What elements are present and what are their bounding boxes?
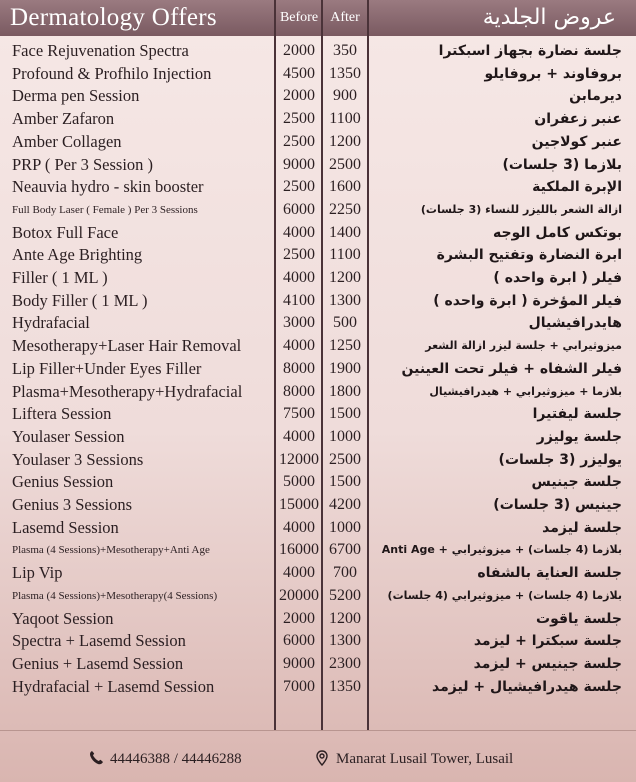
price-after: 900 — [333, 87, 357, 105]
offer-name-arabic: بلازما (3 جلسات) — [502, 156, 622, 173]
offer-name-english: Derma pen Session — [12, 86, 140, 106]
offer-row — [0, 381, 636, 404]
offer-row — [0, 449, 636, 472]
price-before: 7000 — [283, 677, 315, 695]
offer-name-english: Genius Session — [12, 472, 114, 492]
price-before: 20000 — [279, 586, 319, 604]
offer-row — [0, 358, 636, 381]
offer-row — [0, 131, 636, 154]
offer-row — [0, 267, 636, 290]
price-after: 1000 — [329, 518, 361, 536]
offer-name-english: Genius + Lasemd Session — [12, 653, 184, 673]
title-arabic: عروض الجلدية — [482, 5, 616, 30]
price-before: 4000 — [283, 337, 315, 355]
footer — [0, 732, 636, 782]
price-before: 16000 — [279, 541, 319, 559]
offer-name-arabic: ازالة الشعر بالليزر للنساء (3 جلسات) — [420, 202, 622, 216]
offer-row — [0, 630, 636, 653]
offer-name-arabic: جلسة ياقوت — [536, 610, 622, 627]
offer-name-arabic: يوليزر (3 جلسات) — [498, 451, 622, 468]
offer-row — [0, 199, 636, 222]
price-after: 1000 — [329, 427, 361, 445]
offer-row — [0, 85, 636, 108]
offer-name-arabic: جلسة ليفتيرا — [532, 406, 622, 423]
price-after: 1600 — [329, 178, 361, 196]
offer-row — [0, 585, 636, 608]
price-before: 4000 — [283, 269, 315, 286]
offer-row — [0, 154, 636, 177]
offer-row — [0, 653, 636, 676]
offer-name-english: Botox Full Face — [12, 222, 119, 242]
price-after: 1350 — [329, 677, 361, 695]
offer-name-english: PRP ( Per 3 Session ) — [12, 154, 154, 174]
offer-name-arabic: جلسة هيدرافيشيال + ليزمد — [432, 678, 622, 695]
price-before: 12000 — [279, 450, 319, 468]
price-after: 1500 — [329, 405, 361, 423]
offer-row — [0, 539, 636, 562]
offer-name-english: Plasma+Mesotherapy+Hydrafacial — [12, 381, 243, 401]
offer-name-arabic: بروفاوند + بروفايلو — [484, 65, 622, 82]
price-before: 9000 — [283, 654, 315, 672]
header-bar — [0, 0, 636, 36]
price-after: 1200 — [329, 132, 361, 150]
offer-name-english: Body Filler ( 1 ML ) — [12, 290, 148, 310]
offer-name-english: Youlaser Session — [12, 426, 125, 446]
price-after: 2300 — [329, 654, 361, 672]
price-after: 1800 — [329, 382, 361, 400]
price-after: 1900 — [329, 359, 361, 377]
offer-name-english: Spectra + Lasemd Session — [12, 631, 186, 651]
offer-name-arabic: عنبر كولاجين — [531, 133, 622, 150]
offer-name-arabic: جلسة ليزمد — [542, 519, 622, 536]
offer-row — [0, 312, 636, 335]
offer-name-arabic: جلسة يوليزر — [536, 428, 622, 445]
price-before: 2000 — [283, 609, 315, 627]
price-after: 1300 — [329, 291, 361, 309]
price-after: 4200 — [329, 496, 361, 513]
offer-name-english: Amber Zafaron — [12, 109, 115, 129]
offer-name-arabic: بلازما + ميزوثيرابي + هيدرافيشيال — [429, 384, 622, 398]
offer-name-english: Mesotherapy+Laser Hair Removal — [12, 336, 242, 356]
price-after: 2500 — [329, 155, 361, 173]
offer-name-english: Genius 3 Sessions — [12, 495, 133, 514]
offer-name-arabic: فيلر المؤخرة ( ابرة واحده ) — [433, 292, 622, 309]
price-before: 4500 — [283, 64, 315, 82]
offer-name-english: Amber Collagen — [12, 131, 122, 151]
offer-name-arabic: جلسة العناية بالشفاه — [477, 565, 622, 582]
price-after: 1300 — [329, 632, 361, 650]
offer-name-english: Lip Vip — [12, 563, 63, 583]
price-before: 2500 — [283, 132, 315, 150]
offer-name-english: Filler ( 1 ML ) — [12, 268, 108, 287]
offer-row — [0, 426, 636, 449]
offer-name-arabic: فيلر الشفاه + فيلر تحت العينين — [401, 360, 622, 377]
offer-row — [0, 222, 636, 245]
title-english: Dermatology Offers — [10, 4, 217, 31]
offer-name-arabic: فيلر ( ابرة واحده ) — [493, 270, 622, 286]
price-after: 1500 — [329, 473, 361, 491]
footer-divider — [0, 730, 636, 731]
address-text: Manarat Lusail Tower, Lusail — [336, 751, 514, 767]
offer-name-english: Hydrafacial — [12, 313, 90, 333]
offer-name-english: Youlaser 3 Sessions — [12, 449, 144, 469]
offer-row — [0, 176, 636, 199]
offer-name-arabic: جلسة سبكترا + ليزمد — [473, 633, 622, 650]
price-after: 700 — [333, 564, 357, 582]
offer-name-english: Hydrafacial + Lasemd Session — [12, 676, 215, 696]
price-after: 6700 — [329, 541, 361, 559]
offer-row — [0, 290, 636, 313]
price-after: 1400 — [329, 223, 361, 241]
offer-name-english: Yaqoot Session — [12, 608, 114, 628]
price-before: 15000 — [279, 496, 319, 513]
column-header-before: Before — [279, 10, 319, 25]
offer-row — [0, 40, 636, 63]
price-after: 1100 — [329, 246, 361, 264]
price-before: 8000 — [283, 382, 315, 400]
offer-row — [0, 608, 636, 631]
price-before: 4000 — [283, 427, 315, 445]
price-before: 6000 — [283, 200, 315, 218]
location-pin-icon — [314, 750, 330, 766]
offer-name-arabic: جلسة جينيس + ليزمد — [473, 655, 622, 672]
offer-row — [0, 403, 636, 426]
price-after: 1350 — [329, 64, 361, 82]
offer-name-arabic: ابرة النضارة وتفتيح البشرة — [436, 247, 622, 264]
offer-name-english: Profound & Profhilo Injection — [12, 63, 212, 83]
offer-name-arabic: جينيس (3 جلسات) — [493, 497, 622, 513]
offer-name-arabic: بلازما (4 جلسات) + ميزوثيرابي + Anti Age — [381, 543, 622, 557]
offer-name-english: Face Rejuvenation Spectra — [12, 41, 189, 60]
price-before: 9000 — [283, 155, 315, 173]
offer-row — [0, 517, 636, 540]
offer-row — [0, 108, 636, 131]
price-before: 3000 — [283, 314, 315, 332]
price-before: 4100 — [283, 291, 315, 309]
price-before: 5000 — [283, 473, 315, 491]
price-before: 2000 — [283, 87, 315, 105]
price-after: 350 — [333, 42, 357, 59]
offer-name-arabic: عنبر زعفران — [534, 111, 622, 128]
price-before: 2000 — [283, 42, 315, 59]
price-before: 8000 — [283, 359, 315, 377]
offer-name-arabic: هايدرافيشيال — [528, 315, 622, 332]
offer-row — [0, 244, 636, 267]
phone-number: 44446388 / 44446288 — [110, 751, 242, 767]
offer-name-arabic: ديرمابن — [569, 88, 622, 105]
offer-name-english: Neauvia hydro - skin booster — [12, 177, 204, 197]
price-after: 5200 — [329, 586, 361, 604]
offer-name-english: Liftera Session — [12, 404, 112, 424]
price-before: 4000 — [283, 518, 315, 536]
offer-name-english: Lasemd Session — [12, 517, 119, 537]
offer-name-arabic: ميزوثيرابي + جلسة ليزر ازالة الشعر — [425, 339, 622, 353]
offer-name-english: Lip Filler+Under Eyes Filler — [12, 358, 202, 378]
offer-name-english: Ante Age Brighting — [12, 245, 143, 265]
offer-name-english: Plasma (4 Sessions)+Mesotherapy(4 Sessions) — [12, 589, 218, 602]
price-before: 6000 — [283, 632, 315, 650]
price-after: 1200 — [329, 609, 361, 627]
price-after: 1200 — [329, 269, 361, 286]
price-before: 2500 — [283, 246, 315, 264]
offer-row — [0, 63, 636, 86]
offer-row — [0, 676, 636, 699]
price-after: 500 — [333, 314, 357, 332]
phone-contact[interactable] — [88, 748, 242, 770]
offer-name-english: Full Body Laser ( Female ) Per 3 Sessions — [12, 203, 198, 216]
offer-name-english: Plasma (4 Sessions)+Mesotherapy+Anti Age — [12, 544, 210, 557]
offer-row — [0, 471, 636, 494]
price-before: 2500 — [283, 110, 315, 128]
price-before: 4000 — [283, 223, 315, 241]
offer-name-arabic: جلسة جينيس — [531, 474, 622, 491]
price-after: 1250 — [329, 337, 361, 355]
price-before: 2500 — [283, 178, 315, 196]
price-after: 2250 — [329, 200, 361, 218]
offer-name-arabic: الإبرة الملكية — [532, 179, 622, 196]
price-before: 4000 — [283, 564, 315, 582]
address-contact[interactable] — [314, 748, 513, 770]
offer-row — [0, 562, 636, 585]
price-after: 1100 — [329, 110, 361, 128]
column-header-after: After — [330, 10, 360, 25]
price-after: 2500 — [329, 450, 361, 468]
offer-name-arabic: بلازما (4 جلسات) + ميزوثيرابي (4 جلسات) — [387, 588, 622, 602]
phone-icon — [88, 750, 104, 766]
offer-row — [0, 335, 636, 358]
offer-name-arabic: بوتكس كامل الوجه — [493, 224, 622, 241]
offer-row — [0, 494, 636, 517]
offer-name-arabic: جلسة نضارة بجهاز اسبكترا — [438, 43, 622, 59]
price-before: 7500 — [283, 405, 315, 423]
